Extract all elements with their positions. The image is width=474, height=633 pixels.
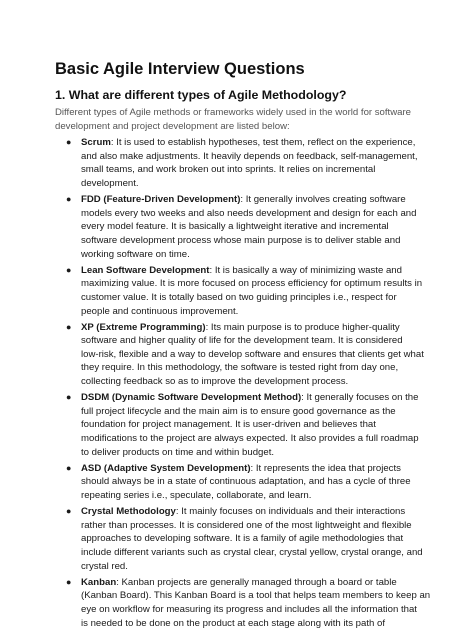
list-item-line bbox=[81, 334, 447, 348]
methodology-term: DSDM (Dynamic Software Development Method) bbox=[81, 392, 302, 404]
list-item-line bbox=[81, 617, 447, 631]
list-item-line bbox=[81, 193, 447, 207]
list-item bbox=[66, 193, 447, 261]
list-item-line bbox=[81, 589, 447, 603]
methodology-text: : It mainly focuses on individuals and their interactions bbox=[175, 506, 406, 518]
bullet-icon: ● bbox=[66, 506, 72, 517]
bullet-icon: ● bbox=[66, 462, 72, 473]
list-item-line bbox=[81, 375, 447, 389]
document-page bbox=[55, 58, 447, 633]
methodology-text: customer value. It is totally based on two guiding principles i.e., respect for bbox=[81, 291, 397, 303]
list-item-line bbox=[81, 248, 447, 262]
list-item-line bbox=[81, 603, 447, 617]
methodology-text: repeating series i.e., speculate, collaborate, and learn. bbox=[81, 490, 312, 501]
list-item-line bbox=[81, 277, 447, 291]
list-item-line bbox=[81, 489, 447, 503]
intro-line: Different types of Agile methods or frameworks widely used in the world for software bbox=[55, 107, 412, 118]
methodology-text: eye on workflow for measuring its progress and includes all the information that bbox=[81, 603, 417, 615]
methodology-term: Lean Software Development bbox=[81, 264, 210, 276]
methodology-text: people and continuous improvement. bbox=[81, 305, 239, 317]
list-item-line bbox=[81, 391, 447, 405]
methodology-text: software development process whose main purpose is to deliver stable and bbox=[81, 234, 401, 246]
methodology-term: ASD (Adaptive System Development) bbox=[81, 462, 251, 474]
list-item-line bbox=[81, 560, 447, 574]
list-item-line bbox=[81, 150, 447, 164]
list-item-line bbox=[81, 305, 447, 319]
methodology-text: working software on time. bbox=[81, 248, 190, 260]
list-item bbox=[66, 462, 447, 503]
list-item-line bbox=[81, 576, 447, 590]
methodology-text: software and higher quality of life for the development team. It is considered bbox=[81, 335, 403, 347]
methodology-text: include different variants such as crystal clear, crystal yellow, crystal orange, and bbox=[81, 546, 423, 558]
methodology-term: Crystal Methodology bbox=[81, 506, 176, 518]
methodology-text: foundation for project management. It is user-driven and believes that bbox=[81, 419, 376, 431]
bullet-icon: ● bbox=[66, 137, 72, 148]
list-item bbox=[66, 321, 447, 389]
list-item-line bbox=[81, 532, 447, 546]
bullet-icon: ● bbox=[66, 321, 72, 332]
list-item-line bbox=[81, 207, 447, 221]
methodology-text: : Its main purpose is to produce higher-quality bbox=[205, 321, 400, 333]
methodology-text: should always be in a state of continuous adaptation, and has a cycle of three bbox=[81, 476, 411, 488]
intro-line: development and project development are listed below: bbox=[55, 120, 290, 132]
list-item-line bbox=[81, 475, 447, 489]
list-item-line bbox=[81, 234, 447, 248]
methodology-text: : It generally focuses on the bbox=[301, 392, 419, 404]
methodology-term: Scrum bbox=[81, 137, 111, 149]
methodology-text: maximizing value. It is more focused on process efficiency for optimum results in bbox=[81, 278, 423, 290]
methodology-text: collecting feedback so as to improve the development process. bbox=[81, 376, 349, 388]
list-item-line bbox=[81, 177, 447, 191]
methodology-term: FDD (Feature-Driven Development) bbox=[81, 194, 241, 206]
bullet-icon: ● bbox=[66, 194, 72, 205]
list-item-line bbox=[81, 462, 447, 476]
methodology-text: low-risk, flexible and a way to develop software and ensures that clients get what bbox=[81, 348, 424, 360]
list-item bbox=[66, 264, 447, 318]
list-item-line bbox=[81, 321, 447, 335]
methodology-text: : It is basically a way of minimizing waste and bbox=[209, 264, 402, 276]
list-item-line bbox=[81, 418, 447, 432]
list-item-line bbox=[81, 220, 447, 234]
bullet-icon: ● bbox=[66, 264, 72, 275]
document-title: Basic Agile Interview Questions bbox=[55, 60, 305, 78]
methodology-text: : It is used to establish hypotheses, test them, reflect on the experience, bbox=[110, 137, 416, 149]
methodology-term: XP (Extreme Programming) bbox=[81, 321, 206, 333]
methodology-text: full project lifecycle and the main aim is to ensure good governance as the bbox=[81, 405, 396, 417]
methodology-text: is needed to be done on the product at each stage along with its path of bbox=[81, 617, 386, 629]
list-item-line bbox=[81, 264, 447, 278]
list-item-line bbox=[81, 291, 447, 305]
methodology-text: small teams, and work broken out into sprints. It relies on incremental bbox=[81, 164, 376, 176]
question-heading: 1. What are different types of Agile Methodology? bbox=[55, 88, 347, 102]
methodology-text: modifications to the project are always expected. It also provides a full roadmap bbox=[81, 433, 419, 445]
list-item bbox=[66, 505, 447, 573]
list-item-line bbox=[81, 519, 447, 533]
list-item-line bbox=[81, 361, 447, 375]
methodology-text: models every two weeks and also needs development and design for each and bbox=[81, 207, 417, 219]
bullet-icon: ● bbox=[66, 576, 72, 587]
methodology-text: and also make adjustments. It heavily depends on feedback, self-management, bbox=[81, 150, 418, 162]
methodology-text: : It generally involves creating software bbox=[240, 194, 406, 206]
list-item-line bbox=[81, 432, 447, 446]
list-item bbox=[66, 576, 447, 630]
list-item-line bbox=[81, 546, 447, 560]
list-item-line bbox=[81, 163, 447, 177]
methodology-text: to deliver products on time and within budget. bbox=[81, 446, 275, 458]
methodology-text: rather than processes. It is considered one of the most lightweight and flexible bbox=[81, 519, 412, 531]
methodology-text: development. bbox=[81, 177, 139, 189]
methodology-term: Kanban bbox=[81, 576, 117, 588]
list-item bbox=[66, 391, 447, 459]
methodology-text: : It represents the idea that projects bbox=[250, 462, 401, 474]
list-item-line bbox=[81, 348, 447, 362]
list-item bbox=[66, 136, 447, 190]
methodology-text: (Kanban Board). This Kanban Board is a tool that helps team members to keep an bbox=[81, 590, 431, 602]
bullet-icon: ● bbox=[66, 392, 72, 403]
methodology-text: approaches to developing software. It is a family of agile methodologies that bbox=[81, 533, 404, 545]
list-item-line bbox=[81, 136, 447, 150]
list-item-line bbox=[81, 505, 447, 519]
methodology-text: : Kanban projects are generally managed through a board or table bbox=[116, 576, 397, 588]
intro-paragraph bbox=[55, 106, 447, 133]
methodology-text: every model feature. It is basically a lightweight iterative and incremental bbox=[81, 221, 389, 233]
methodology-text: they require. In this methodology, the software is tested right from day one, bbox=[81, 362, 399, 374]
methodology-text: crystal red. bbox=[81, 560, 128, 572]
list-item-line bbox=[81, 446, 447, 460]
methodology-list bbox=[55, 136, 447, 630]
list-item-line bbox=[81, 405, 447, 419]
